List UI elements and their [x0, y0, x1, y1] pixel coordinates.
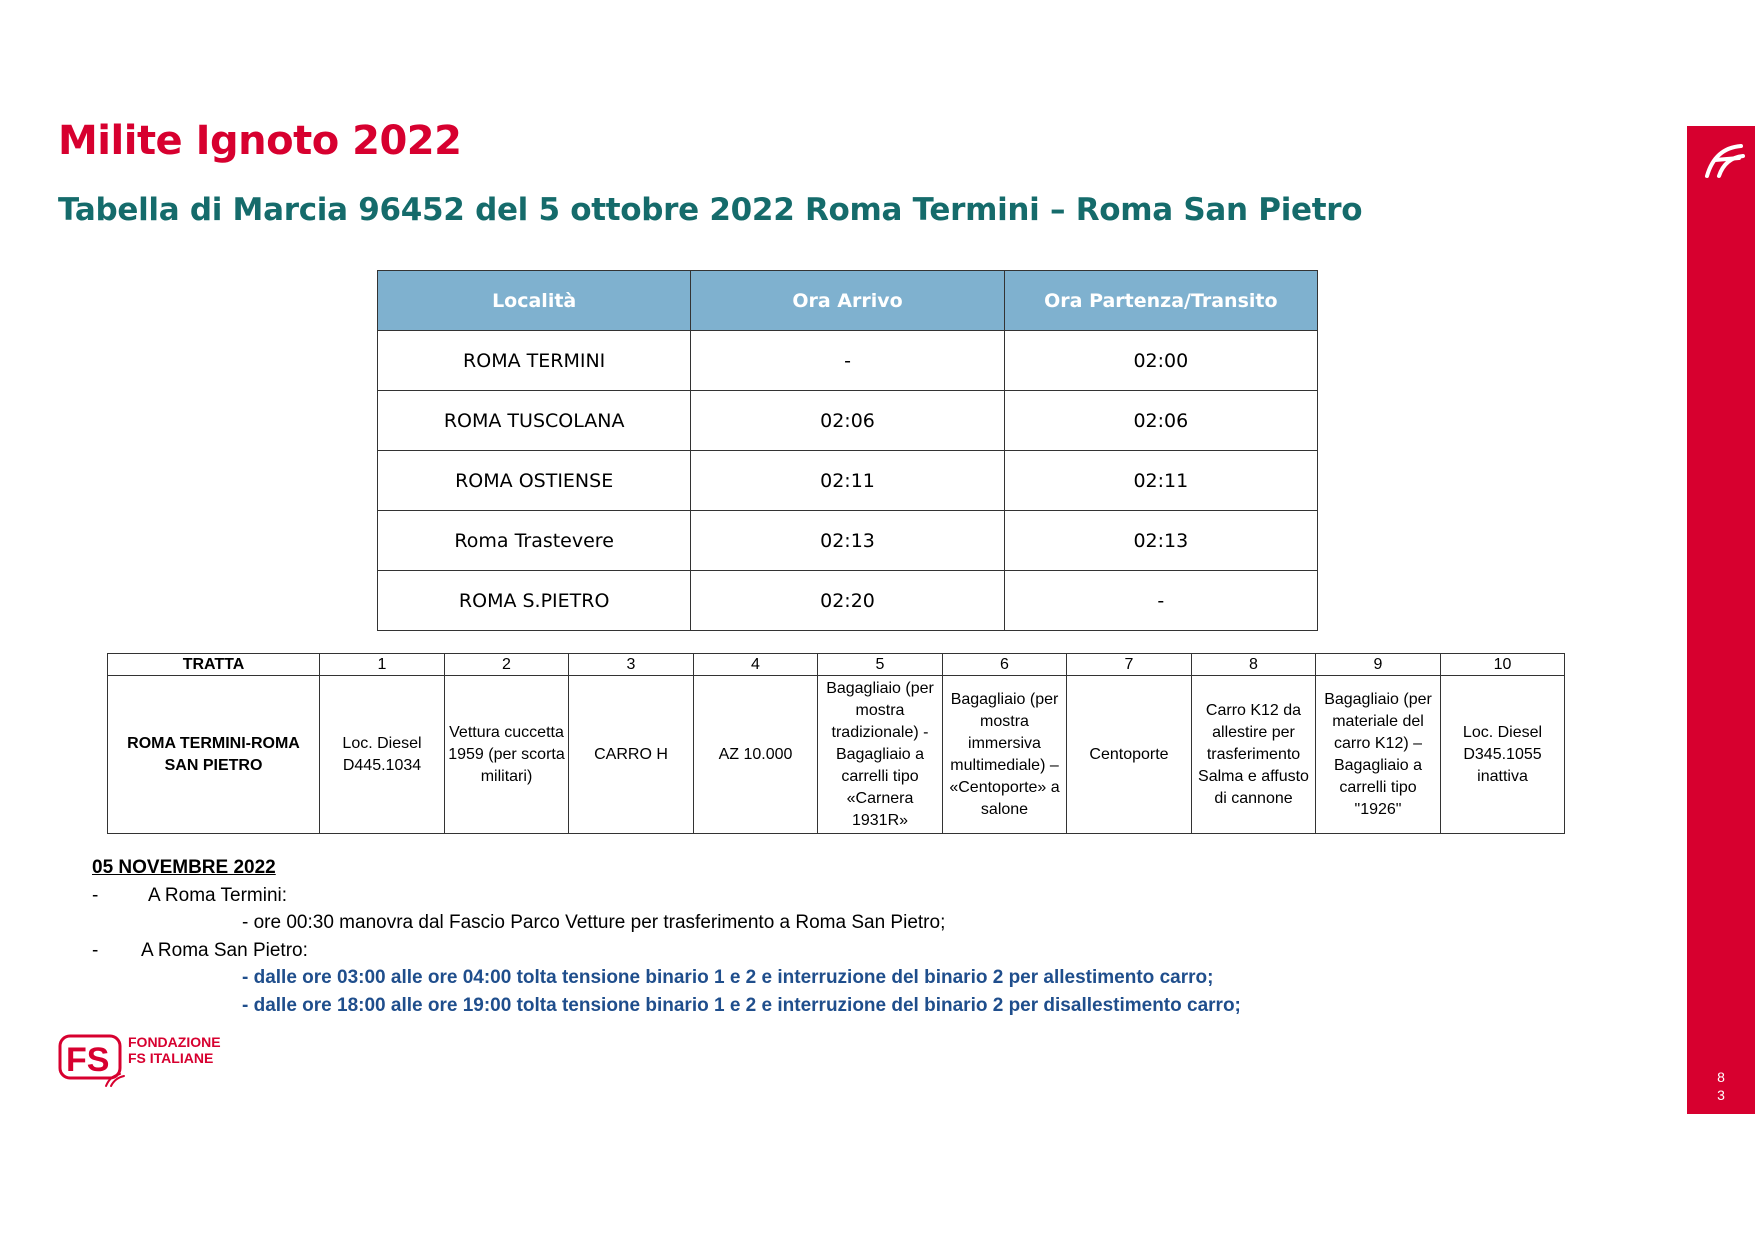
notes-section: [92, 854, 1492, 1019]
table-row: [378, 571, 1318, 631]
page-subtitle: Tabella di Marcia 96452 del 5 ottobre 2022 Roma Termini – Roma San Pietro: [58, 192, 1363, 228]
column-header: 6: [943, 654, 1067, 676]
vehicle-cell: Loc. Diesel D345.1055 inattiva: [1441, 676, 1565, 834]
composition-header-row: [108, 654, 1565, 676]
station-cell: ROMA S.PIETRO: [378, 571, 691, 631]
station-cell: ROMA TERMINI: [378, 331, 691, 391]
station-cell: Roma Trastevere: [378, 511, 691, 571]
arrival-cell: 02:06: [691, 391, 1004, 451]
page-number-digit: 3: [1717, 1087, 1725, 1103]
column-header: 1: [320, 654, 445, 676]
fondazione-fs-logo-icon: [58, 1032, 128, 1088]
arrival-cell: 02:11: [691, 451, 1004, 511]
arrival-cell: 02:13: [691, 511, 1004, 571]
vehicle-cell: CARRO H: [569, 676, 694, 834]
vehicle-cell: AZ 10.000: [694, 676, 818, 834]
arrival-cell: 02:20: [691, 571, 1004, 631]
composition-table: [107, 653, 1565, 834]
note-item: A Roma Termini:: [148, 884, 288, 906]
column-header: 5: [818, 654, 943, 676]
departure-cell: 02:11: [1004, 451, 1317, 511]
vehicle-cell: Centoporte: [1067, 676, 1192, 834]
column-header: 9: [1316, 654, 1441, 676]
vehicle-cell: Bagagliaio (per mostra immersiva multimediale) – «Centoporte» a salone: [943, 676, 1067, 834]
note-subitem: - dalle ore 03:00 alle ore 04:00 tolta tensione binario 1 e 2 e interruzione del binario 2 per allestimento carro;: [242, 967, 1214, 988]
list-bullet: -: [92, 884, 99, 906]
page-number-digit: 8: [1717, 1069, 1725, 1085]
column-header: Ora Arrivo: [691, 271, 1004, 331]
timetable: [377, 270, 1318, 631]
departure-cell: 02:00: [1004, 331, 1317, 391]
column-header: TRATTA: [108, 654, 320, 676]
column-header: 8: [1192, 654, 1316, 676]
timetable-header-row: [378, 271, 1318, 331]
departure-cell: 02:13: [1004, 511, 1317, 571]
table-row: [378, 511, 1318, 571]
logo-text-line2: FS ITALIANE: [128, 1050, 214, 1066]
arrival-cell: -: [691, 331, 1004, 391]
route-cell: ROMA TERMINI-ROMA SAN PIETRO: [108, 676, 320, 834]
note-subitem: - dalle ore 18:00 alle ore 19:00 tolta tensione binario 1 e 2 e interruzione del binario 2 per disallestimento carro;: [242, 994, 1241, 1016]
svg-text:FS: FS: [66, 1041, 110, 1079]
column-header: 2: [445, 654, 569, 676]
column-header: 7: [1067, 654, 1192, 676]
fs-trenitalia-logo-icon: [1697, 138, 1747, 182]
table-row: [378, 331, 1318, 391]
column-header: Località: [378, 271, 691, 331]
table-row: [378, 451, 1318, 511]
station-cell: ROMA OSTIENSE: [378, 451, 691, 511]
side-brand-band: [1687, 126, 1755, 1114]
column-header: 3: [569, 654, 694, 676]
page-title: Milite Ignoto 2022: [58, 118, 462, 164]
note-subitem: - ore 00:30 manovra dal Fascio Parco Vetture per trasferimento a Roma San Pietro;: [242, 912, 946, 933]
column-header: 10: [1441, 654, 1565, 676]
station-cell: ROMA TUSCOLANA: [378, 391, 691, 451]
list-bullet: -: [92, 939, 99, 961]
table-row: [378, 391, 1318, 451]
vehicle-cell: Vettura cuccetta 1959 (per scorta militari): [445, 676, 569, 834]
vehicle-cell: Carro K12 da allestire per trasferimento Salma e affusto di cannone: [1192, 676, 1316, 834]
logo-text-line1: FONDAZIONE: [128, 1034, 221, 1050]
vehicle-cell: Bagagliaio (per mostra tradizionale) - Bagagliaio a carrelli tipo «Carnera 1931R»: [818, 676, 943, 834]
table-row: [108, 676, 1565, 834]
fondazione-fs-logo: [58, 1032, 248, 1090]
page-number: [1687, 1068, 1755, 1104]
vehicle-cell: Bagagliaio (per materiale del carro K12) – Bagagliaio a carrelli tipo "1926": [1316, 676, 1441, 834]
departure-cell: -: [1004, 571, 1317, 631]
departure-cell: 02:06: [1004, 391, 1317, 451]
note-item: A Roma San Pietro:: [141, 939, 308, 961]
column-header: 4: [694, 654, 818, 676]
column-header: Ora Partenza/Transito: [1004, 271, 1317, 331]
notes-date: 05 NOVEMBRE 2022: [92, 857, 276, 878]
vehicle-cell: Loc. Diesel D445.1034: [320, 676, 445, 834]
